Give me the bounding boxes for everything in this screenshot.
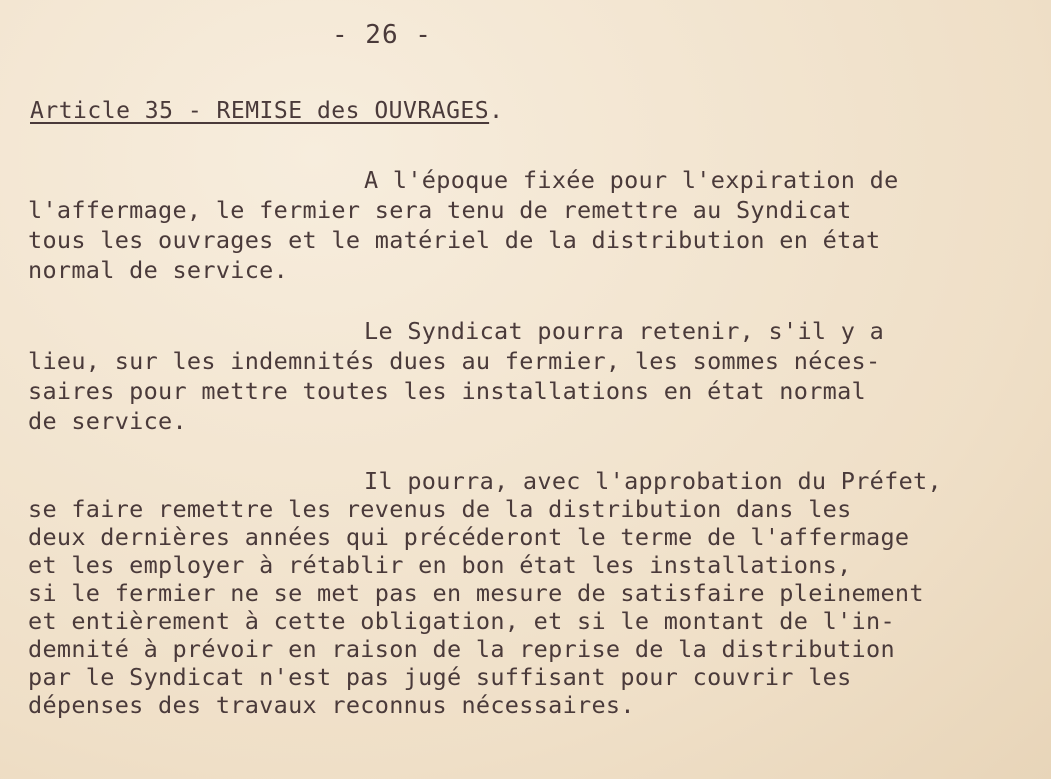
paragraph-line: et entièrement à cette obligation, et si le montant de l'in-: [28, 607, 895, 635]
paragraph-line: l'affermage, le fermier sera tenu de remettre au Syndicat: [28, 196, 852, 224]
paragraph-2: [28, 316, 1043, 436]
paragraph-line: de service.: [28, 407, 187, 435]
paragraph-line: Le Syndicat pourra retenir, s'il y a: [364, 317, 885, 345]
paragraph-line: dépenses des travaux reconnus nécessaires.: [28, 691, 635, 719]
paragraph-3: [28, 467, 1043, 719]
paragraph-line: deux dernières années qui précéderont le terme de l'affermage: [28, 523, 910, 551]
article-title: Article 35 - REMISE des OUVRAGES: [30, 98, 490, 124]
paragraph-1: [28, 165, 1043, 285]
paragraph-line: saires pour mettre toutes les installations en état normal: [28, 377, 866, 405]
paragraph-line: et les employer à rétablir en bon état les installations,: [28, 551, 852, 579]
paragraph-line: se faire remettre les revenus de la distribution dans les: [28, 495, 852, 523]
paragraph-line: A l'époque fixée pour l'expiration de: [364, 166, 899, 194]
paragraph-line: tous les ouvrages et le matériel de la distribution en état: [28, 226, 881, 254]
page-number: - 26 -: [332, 20, 432, 50]
paragraph-line: demnité à prévoir en raison de la reprise de la distribution: [28, 635, 895, 663]
paragraph-line: Il pourra, avec l'approbation du Préfet,: [364, 467, 942, 495]
paragraph-line: lieu, sur les indemnités dues au fermier, les sommes néces-: [28, 347, 881, 375]
paragraph-line: si le fermier ne se met pas en mesure de satisfaire pleinement: [28, 579, 924, 607]
article-title-period: .: [489, 98, 504, 124]
paragraph-line: par le Syndicat n'est pas jugé suffisant pour couvrir les: [28, 663, 852, 691]
paragraph-line: normal de service.: [28, 256, 289, 284]
article-heading: [30, 98, 503, 124]
